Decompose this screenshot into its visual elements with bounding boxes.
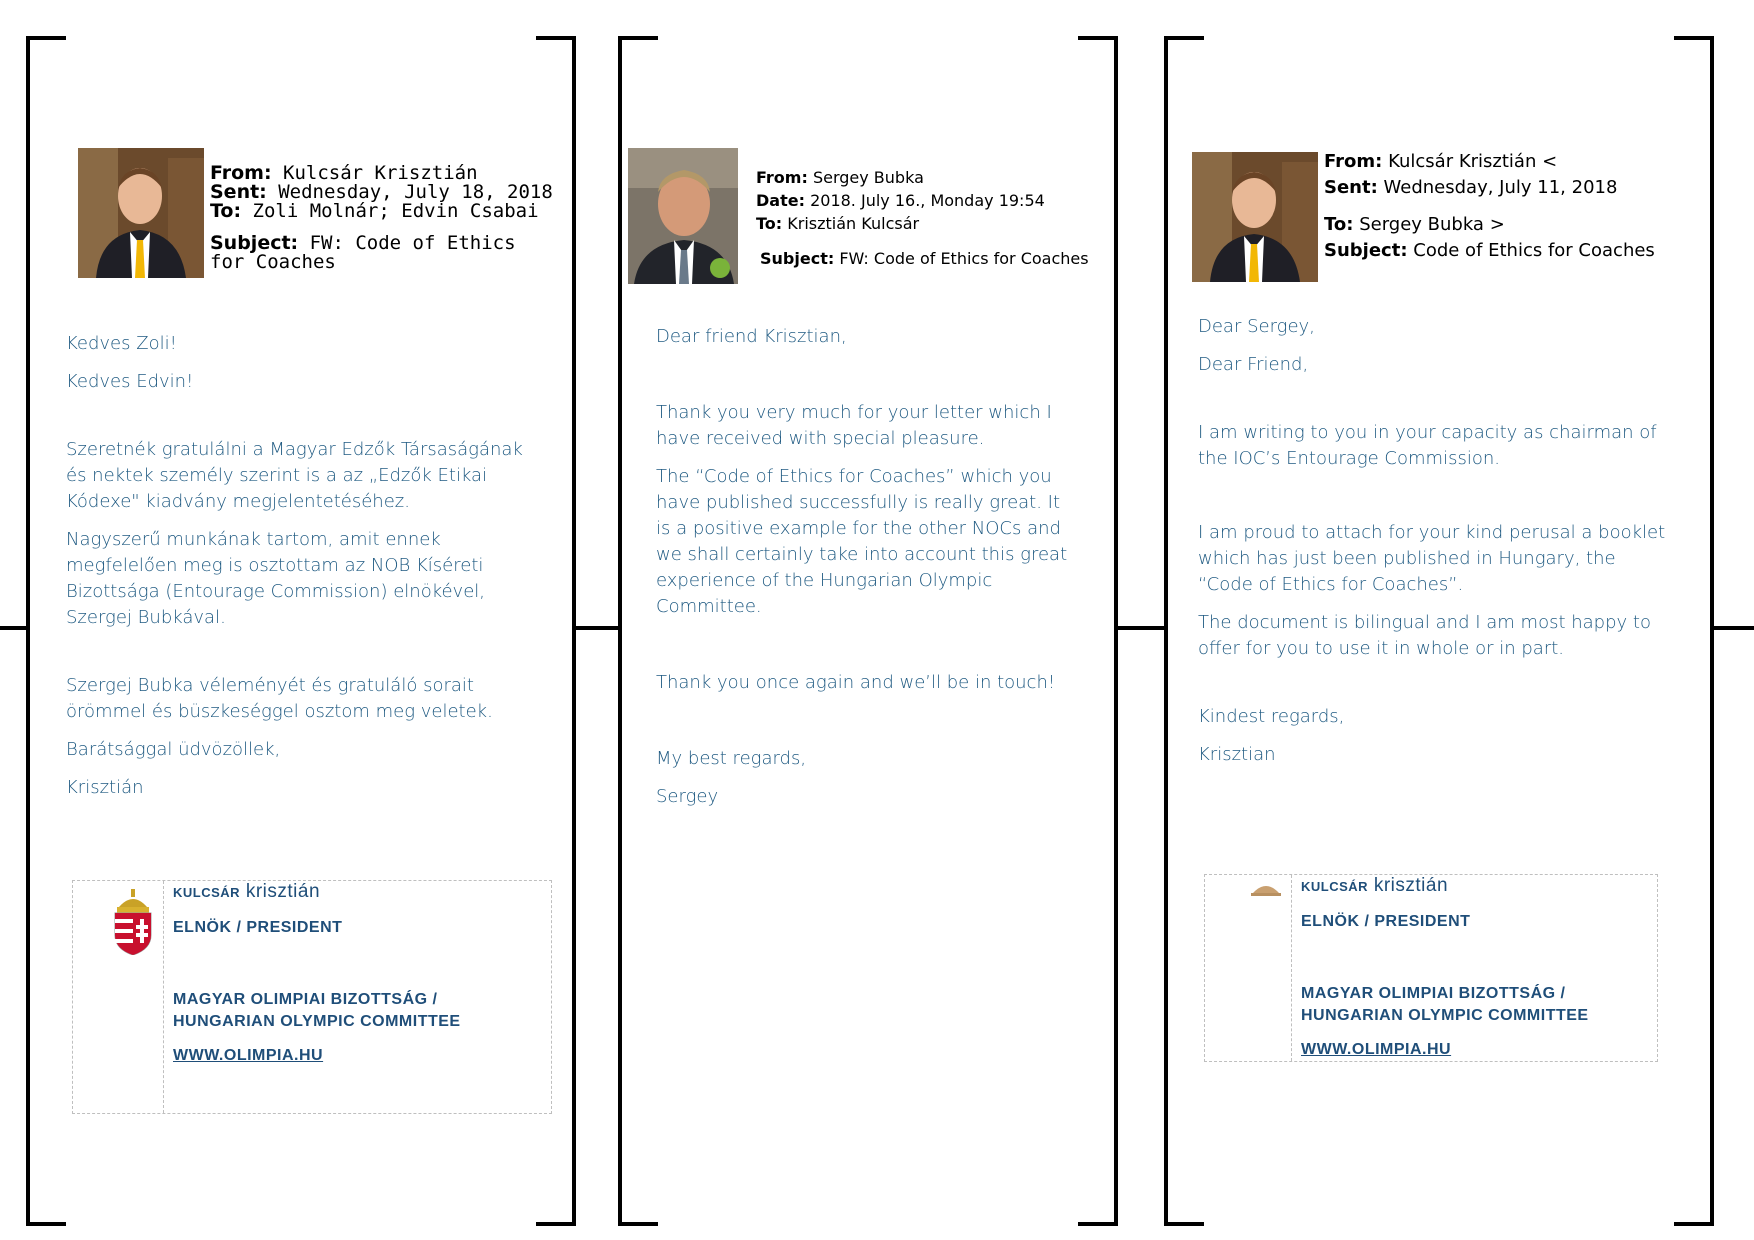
from-value: Kulcsár Krisztián < <box>1388 151 1558 172</box>
paragraph: Szergej Bubka véleményét és gratuláló sorait örömmel és büszkeséggel osztom meg veletek. <box>66 675 493 722</box>
connector-left <box>0 626 26 630</box>
sent-label: Sent: <box>1324 177 1378 198</box>
email-body <box>656 324 1076 810</box>
closing-line: My best regards, <box>656 748 807 769</box>
sent-value: Wednesday, July 11, 2018 <box>1383 177 1618 198</box>
crown-icon <box>1249 881 1283 901</box>
signature-org: MAGYAR OLIMPIAI BIZOTTSÁG / <box>1301 985 1566 1002</box>
to-value: Sergey Bubka > <box>1359 214 1505 235</box>
sent-label: Sent: <box>210 181 267 203</box>
bracket-1-left <box>26 36 66 1226</box>
coat-of-arms-icon <box>111 889 155 959</box>
from-label: From: <box>1324 151 1383 172</box>
signature-name: Krisztián <box>66 777 144 798</box>
greeting-line: Dear Sergey, <box>1198 316 1315 337</box>
from-value: Kulcsár Krisztián <box>283 162 478 184</box>
subject-value: Code of Ethics for Coaches <box>1413 240 1655 261</box>
sender-photo <box>1192 152 1318 282</box>
closing-line: Kindest regards, <box>1198 706 1345 727</box>
connector-right <box>1714 626 1754 630</box>
email-body <box>1198 314 1674 768</box>
subject-label: Subject: <box>210 232 299 254</box>
subject-value: FW: Code of Ethics for Coaches <box>210 232 516 273</box>
email-header <box>756 166 1089 270</box>
signature-org: HUNGARIAN OLYMPIC COMMITTEE <box>1301 1007 1589 1024</box>
date-value: 2018. July 16., Monday 19:54 <box>810 191 1045 210</box>
paragraph: Thank you once again and we’ll be in touch! <box>656 672 1056 693</box>
connector-1-2 <box>572 626 618 630</box>
to-label: To: <box>210 200 242 222</box>
email-body <box>66 331 536 801</box>
email-header <box>210 164 553 272</box>
to-value: Zoli Molnár; Edvin Csabai <box>252 200 539 222</box>
signature-name: Krisztian <box>1198 744 1276 765</box>
to-value: Krisztián Kulcsár <box>787 214 920 233</box>
paragraph: The “Code of Ethics for Coaches” which you have published successfully is really great. It is a positive example for the other NOCs and we shall certainly take into account this great experience of the Hungarian Olympic Committee. <box>656 466 1068 617</box>
email-header <box>1324 149 1655 264</box>
signature-block <box>72 880 552 1114</box>
signature-org: MAGYAR OLIMPIAI BIZOTTSÁG / <box>173 991 438 1008</box>
connector-2-3 <box>1114 626 1164 630</box>
sent-value: Wednesday, July 18, 2018 <box>278 181 553 203</box>
from-label: From: <box>756 168 808 187</box>
greeting-line: Kedves Edvin! <box>66 371 194 392</box>
sender-photo <box>78 148 204 278</box>
subject-label: Subject: <box>1324 240 1408 261</box>
paragraph: I am writing to you in your capacity as chairman of the IOC’s Entourage Commission. <box>1198 422 1657 469</box>
signature-title: ELNÖK / PRESIDENT <box>173 919 343 936</box>
signature-name: kulcsár krisztián <box>173 881 321 902</box>
subject-value: FW: Code of Ethics for Coaches <box>839 249 1089 268</box>
greeting-line: Kedves Zoli! <box>66 333 177 354</box>
to-label: To: <box>1324 214 1354 235</box>
website-link[interactable]: WWW.OLIMPIA.HU <box>1301 1041 1452 1058</box>
bracket-3-right <box>1674 36 1714 1226</box>
signature-block <box>1204 874 1658 1062</box>
to-label: To: <box>756 214 783 233</box>
paragraph: The document is bilingual and I am most happy to offer for you to use it in whole or in part. <box>1198 612 1651 659</box>
date-label: Date: <box>756 191 805 210</box>
greeting-line: Dear friend Krisztian, <box>656 326 847 347</box>
closing-line: Barátsággal üdvözöllek, <box>66 739 281 760</box>
subject-label: Subject: <box>760 249 835 268</box>
signature-name: Sergey <box>656 786 719 807</box>
from-value: Sergey Bubka <box>812 168 924 187</box>
from-label: From: <box>210 162 272 184</box>
signature-name: kulcsár krisztián <box>1301 875 1449 896</box>
paragraph: Nagyszerű munkának tartom, amit ennek megfelelően meg is osztottam az NOB Kíséreti Bizottsága (Entourage Commission) elnökével, Szergej Bubkával. <box>66 529 486 628</box>
website-link[interactable]: WWW.OLIMPIA.HU <box>173 1047 324 1064</box>
paragraph: I am proud to attach for your kind perusal a booklet which has just been published in Hungary, the “Code of Ethics for Coaches”. <box>1198 522 1666 595</box>
paragraph: Thank you very much for your letter which I have received with special pleasure. <box>656 402 1052 449</box>
signature-org: HUNGARIAN OLYMPIC COMMITTEE <box>173 1013 461 1030</box>
sender-photo <box>628 148 738 284</box>
paragraph: Szeretnék gratulálni a Magyar Edzők Társaságának és nektek személy szerint is a az „Edzők Etikai Kódexe" kiadvány megjelentetéséhez. <box>66 439 523 512</box>
signature-title: ELNÖK / PRESIDENT <box>1301 913 1471 930</box>
greeting-line: Dear Friend, <box>1198 354 1309 375</box>
